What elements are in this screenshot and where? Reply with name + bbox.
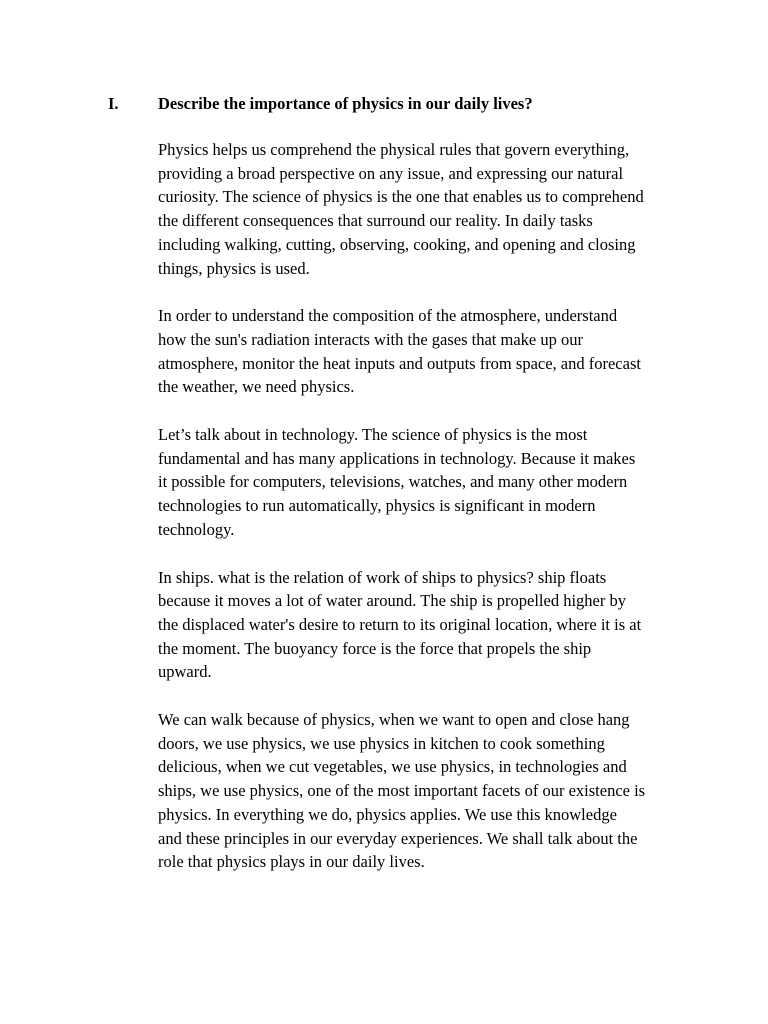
text-line: Let’s talk about in technology. The science of physics is the most bbox=[158, 425, 588, 445]
text-line: the displaced water's desire to return to its original location, where it is at bbox=[158, 614, 642, 634]
text-line: curiosity. The science of physics is the one that enables us to comprehend bbox=[158, 187, 644, 207]
text-line: In order to understand the composition of the atmosphere, understand bbox=[158, 306, 618, 326]
text-line: the weather, we need physics. bbox=[158, 377, 355, 397]
text-line: upward. bbox=[158, 662, 212, 682]
text-line: the different consequences that surround our reality. In daily tasks bbox=[158, 211, 593, 231]
text-line: technologies to run automatically, physics is significant in modern bbox=[158, 496, 596, 516]
text-line: doors, we use physics, we use physics in kitchen to cook something bbox=[158, 733, 605, 753]
text-line: fundamental and has many applications in technology. Because it makes bbox=[158, 448, 636, 468]
text-line: Physics helps us comprehend the physical rules that govern everything, bbox=[158, 140, 630, 159]
text-line: providing a broad perspective on any issue, and expressing our natural bbox=[158, 163, 624, 183]
text-line: and these principles in our everyday experiences. We shall talk about the bbox=[158, 828, 638, 848]
question-text: Describe the importance of physics in our daily lives? bbox=[158, 94, 533, 113]
text-line: how the sun's radiation interacts with the gases that make up our bbox=[158, 329, 583, 349]
text-line: the moment. The buoyancy force is the force that propels the ship bbox=[158, 638, 592, 658]
text-line: atmosphere, monitor the heat inputs and outputs from space, and forecast bbox=[158, 353, 641, 373]
answer-body bbox=[158, 138, 688, 898]
question-heading bbox=[108, 92, 708, 116]
paragraph-5 bbox=[158, 708, 688, 874]
text-line: physics. In everything we do, physics applies. We use this knowledge bbox=[158, 804, 617, 824]
text-line: We can walk because of physics, when we want to open and close hang bbox=[158, 710, 630, 730]
text-line: technology. bbox=[158, 519, 235, 539]
text-line: role that physics plays in our daily lives. bbox=[158, 852, 425, 872]
paragraph-4 bbox=[158, 566, 688, 685]
text-line: it possible for computers, televisions, watches, and many other modern bbox=[158, 472, 628, 492]
paragraph-2 bbox=[158, 304, 688, 399]
text-line: including walking, cutting, observing, cooking, and opening and closing bbox=[158, 234, 636, 254]
paragraph-1 bbox=[158, 138, 688, 280]
text-line: things, physics is used. bbox=[158, 258, 310, 278]
question-number: I. bbox=[108, 94, 119, 113]
paragraph-3 bbox=[158, 423, 688, 542]
text-line: In ships. what is the relation of work of ships to physics? ship floats bbox=[158, 567, 607, 587]
text-line: because it moves a lot of water around. The ship is propelled higher by bbox=[158, 591, 626, 611]
text-line: delicious, when we cut vegetables, we use physics, in technologies and bbox=[158, 757, 627, 777]
text-line: ships, we use physics, one of the most important facets of our existence is bbox=[158, 781, 646, 801]
